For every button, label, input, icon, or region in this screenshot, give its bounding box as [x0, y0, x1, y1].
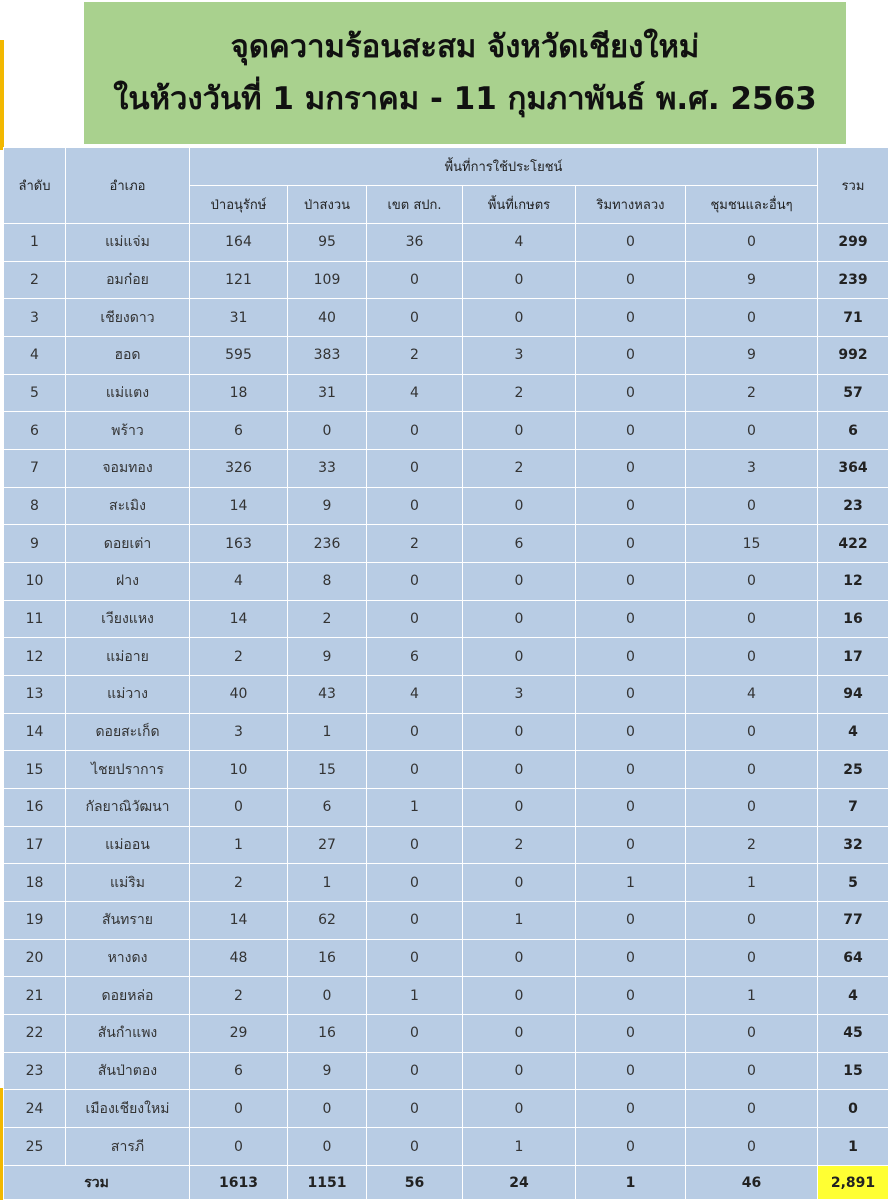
- value-cell: 0: [686, 563, 818, 601]
- value-cell: 0: [463, 638, 576, 676]
- value-cell: 4: [463, 224, 576, 262]
- value-cell: 3: [463, 676, 576, 714]
- value-cell: 2: [686, 374, 818, 412]
- value-cell: 383: [288, 337, 367, 375]
- value-cell: 31: [288, 374, 367, 412]
- table-row: [4, 864, 889, 902]
- value-cell: 1: [463, 902, 576, 940]
- footer-cell: 1151: [288, 1166, 367, 1200]
- value-cell: 0: [367, 902, 463, 940]
- district-name: เชียงดาว: [66, 299, 190, 337]
- value-cell: 0: [686, 412, 818, 450]
- row-total: 57: [818, 374, 889, 412]
- table-row: [4, 450, 889, 488]
- value-cell: 0: [576, 525, 686, 563]
- value-cell: 40: [190, 676, 288, 714]
- table-row: [4, 751, 889, 789]
- value-cell: 27: [288, 826, 367, 864]
- header-order: ลำดับ: [4, 148, 66, 224]
- district-name: แม่วาง: [66, 676, 190, 714]
- value-cell: 0: [367, 563, 463, 601]
- row-total: 64: [818, 939, 889, 977]
- value-cell: 0: [686, 638, 818, 676]
- row-number: 14: [4, 713, 66, 751]
- value-cell: 0: [686, 902, 818, 940]
- value-cell: 10: [190, 751, 288, 789]
- value-cell: 0: [367, 1052, 463, 1090]
- district-name: แม่แตง: [66, 374, 190, 412]
- district-name: สันกำแพง: [66, 1015, 190, 1053]
- value-cell: 0: [463, 487, 576, 525]
- value-cell: 326: [190, 450, 288, 488]
- row-number: 20: [4, 939, 66, 977]
- value-cell: 4: [367, 676, 463, 714]
- row-total: 7: [818, 789, 889, 827]
- value-cell: 0: [288, 1090, 367, 1128]
- district-name: สะเมิง: [66, 487, 190, 525]
- value-cell: 164: [190, 224, 288, 262]
- row-total: 299: [818, 224, 889, 262]
- table-row: [4, 789, 889, 827]
- value-cell: 4: [190, 563, 288, 601]
- value-cell: 14: [190, 487, 288, 525]
- value-cell: 0: [576, 789, 686, 827]
- value-cell: 0: [463, 977, 576, 1015]
- value-cell: 0: [463, 789, 576, 827]
- value-cell: 0: [686, 713, 818, 751]
- district-name: หางดง: [66, 939, 190, 977]
- value-cell: 6: [190, 1052, 288, 1090]
- table-row: [4, 374, 889, 412]
- value-cell: 0: [576, 563, 686, 601]
- value-cell: 109: [288, 261, 367, 299]
- row-number: 2: [4, 261, 66, 299]
- row-total: 94: [818, 676, 889, 714]
- value-cell: 0: [463, 864, 576, 902]
- value-cell: 0: [367, 826, 463, 864]
- table-row: [4, 902, 889, 940]
- table-row: [4, 487, 889, 525]
- district-name: ดอยเต่า: [66, 525, 190, 563]
- value-cell: 95: [288, 224, 367, 262]
- table-row: [4, 1015, 889, 1053]
- value-cell: 0: [576, 676, 686, 714]
- value-cell: 0: [686, 299, 818, 337]
- value-cell: 0: [576, 374, 686, 412]
- value-cell: 236: [288, 525, 367, 563]
- value-cell: 0: [686, 939, 818, 977]
- header-col: ป่าสงวน: [288, 186, 367, 224]
- value-cell: 0: [463, 1015, 576, 1053]
- table-row: [4, 299, 889, 337]
- value-cell: 0: [576, 487, 686, 525]
- value-cell: 29: [190, 1015, 288, 1053]
- hotspot-table: [3, 147, 889, 1200]
- value-cell: 0: [576, 751, 686, 789]
- value-cell: 9: [288, 1052, 367, 1090]
- header-col: ป่าอนุรักษ์: [190, 186, 288, 224]
- value-cell: 0: [576, 261, 686, 299]
- table-row: [4, 525, 889, 563]
- value-cell: 1: [686, 977, 818, 1015]
- value-cell: 0: [576, 600, 686, 638]
- district-name: อมก๋อย: [66, 261, 190, 299]
- value-cell: 0: [576, 1128, 686, 1166]
- value-cell: 0: [576, 713, 686, 751]
- table-row: [4, 563, 889, 601]
- row-number: 22: [4, 1015, 66, 1053]
- value-cell: 0: [576, 412, 686, 450]
- district-name: ฝาง: [66, 563, 190, 601]
- district-name: แม่อาย: [66, 638, 190, 676]
- value-cell: 0: [686, 600, 818, 638]
- table-row: [4, 224, 889, 262]
- district-name: ไชยปราการ: [66, 751, 190, 789]
- row-number: 10: [4, 563, 66, 601]
- value-cell: 1: [288, 713, 367, 751]
- value-cell: 0: [367, 299, 463, 337]
- value-cell: 0: [190, 789, 288, 827]
- value-cell: 0: [190, 1128, 288, 1166]
- row-total: 25: [818, 751, 889, 789]
- value-cell: 3: [686, 450, 818, 488]
- value-cell: 48: [190, 939, 288, 977]
- value-cell: 0: [576, 299, 686, 337]
- value-cell: 4: [367, 374, 463, 412]
- row-number: 4: [4, 337, 66, 375]
- title-line-1: จุดความร้อนสะสม จังหวัดเชียงใหม่: [230, 29, 700, 65]
- value-cell: 0: [576, 224, 686, 262]
- row-total: 16: [818, 600, 889, 638]
- grand-total: 2,891: [818, 1166, 889, 1200]
- row-number: 25: [4, 1128, 66, 1166]
- row-total: 239: [818, 261, 889, 299]
- row-number: 19: [4, 902, 66, 940]
- value-cell: 0: [576, 902, 686, 940]
- value-cell: 1: [190, 826, 288, 864]
- value-cell: 0: [686, 751, 818, 789]
- row-number: 17: [4, 826, 66, 864]
- row-total: 17: [818, 638, 889, 676]
- value-cell: 2: [686, 826, 818, 864]
- value-cell: 0: [367, 713, 463, 751]
- value-cell: 595: [190, 337, 288, 375]
- value-cell: 0: [686, 1015, 818, 1053]
- row-number: 12: [4, 638, 66, 676]
- value-cell: 0: [463, 600, 576, 638]
- row-total: 992: [818, 337, 889, 375]
- footer-cell: 24: [463, 1166, 576, 1200]
- value-cell: 1: [576, 864, 686, 902]
- title-line-2: ในห้วงวันที่ 1 มกราคม - 11 กุมภาพันธ์ พ.ศ. 2563: [113, 81, 817, 117]
- row-number: 3: [4, 299, 66, 337]
- value-cell: 1: [463, 1128, 576, 1166]
- row-total: 45: [818, 1015, 889, 1053]
- district-name: แม่ริม: [66, 864, 190, 902]
- row-total: 1: [818, 1128, 889, 1166]
- value-cell: 2: [463, 826, 576, 864]
- table-row: [4, 600, 889, 638]
- value-cell: 2: [190, 864, 288, 902]
- value-cell: 2: [190, 638, 288, 676]
- row-number: 1: [4, 224, 66, 262]
- row-number: 11: [4, 600, 66, 638]
- value-cell: 0: [288, 1128, 367, 1166]
- row-total: 6: [818, 412, 889, 450]
- value-cell: 6: [463, 525, 576, 563]
- row-number: 7: [4, 450, 66, 488]
- value-cell: 1: [686, 864, 818, 902]
- district-name: เวียงแหง: [66, 600, 190, 638]
- value-cell: 0: [367, 487, 463, 525]
- row-number: 9: [4, 525, 66, 563]
- value-cell: 0: [576, 450, 686, 488]
- value-cell: 0: [576, 1052, 686, 1090]
- value-cell: 14: [190, 902, 288, 940]
- table-row: [4, 412, 889, 450]
- value-cell: 33: [288, 450, 367, 488]
- header-col: ริมทางหลวง: [576, 186, 686, 224]
- district-name: สันทราย: [66, 902, 190, 940]
- value-cell: 0: [367, 1090, 463, 1128]
- value-cell: 0: [576, 337, 686, 375]
- district-name: แม่แจ่ม: [66, 224, 190, 262]
- table-row: [4, 676, 889, 714]
- district-name: สารภี: [66, 1128, 190, 1166]
- row-total: 32: [818, 826, 889, 864]
- row-total: 71: [818, 299, 889, 337]
- value-cell: 0: [463, 751, 576, 789]
- value-cell: 62: [288, 902, 367, 940]
- header-col: เขต สปก.: [367, 186, 463, 224]
- row-total: 12: [818, 563, 889, 601]
- value-cell: 0: [463, 563, 576, 601]
- value-cell: 6: [367, 638, 463, 676]
- footer-row: [4, 1166, 889, 1200]
- value-cell: 0: [367, 600, 463, 638]
- value-cell: 0: [463, 261, 576, 299]
- value-cell: 2: [463, 450, 576, 488]
- value-cell: 15: [288, 751, 367, 789]
- district-name: แม่ออน: [66, 826, 190, 864]
- value-cell: 0: [576, 638, 686, 676]
- table-row: [4, 713, 889, 751]
- value-cell: 15: [686, 525, 818, 563]
- value-cell: 0: [367, 450, 463, 488]
- district-name: สันป่าตอง: [66, 1052, 190, 1090]
- district-name: ดอยสะเก็ด: [66, 713, 190, 751]
- row-total: 5: [818, 864, 889, 902]
- value-cell: 2: [367, 525, 463, 563]
- value-cell: 0: [367, 1015, 463, 1053]
- row-total: 0: [818, 1090, 889, 1128]
- header-district: อำเภอ: [66, 148, 190, 224]
- value-cell: 0: [288, 977, 367, 1015]
- value-cell: 0: [463, 939, 576, 977]
- value-cell: 0: [576, 826, 686, 864]
- value-cell: 0: [576, 1090, 686, 1128]
- table-row: [4, 1128, 889, 1166]
- district-name: ฮอด: [66, 337, 190, 375]
- header-col: พื้นที่เกษตร: [463, 186, 576, 224]
- value-cell: 0: [367, 939, 463, 977]
- value-cell: 0: [463, 299, 576, 337]
- row-number: 18: [4, 864, 66, 902]
- row-number: 23: [4, 1052, 66, 1090]
- value-cell: 3: [190, 713, 288, 751]
- row-total: 4: [818, 977, 889, 1015]
- value-cell: 0: [367, 864, 463, 902]
- value-cell: 0: [463, 412, 576, 450]
- row-total: 364: [818, 450, 889, 488]
- value-cell: 1: [288, 864, 367, 902]
- table-body: [4, 224, 889, 1166]
- value-cell: 0: [686, 789, 818, 827]
- value-cell: 0: [463, 713, 576, 751]
- row-total: 77: [818, 902, 889, 940]
- row-total: 15: [818, 1052, 889, 1090]
- table-row: [4, 1052, 889, 1090]
- footer-cell: 1613: [190, 1166, 288, 1200]
- left-accent-bar: [0, 40, 4, 150]
- value-cell: 2: [190, 977, 288, 1015]
- value-cell: 0: [190, 1090, 288, 1128]
- value-cell: 0: [686, 224, 818, 262]
- header-total: รวม: [818, 148, 889, 224]
- table-row: [4, 261, 889, 299]
- value-cell: 16: [288, 1015, 367, 1053]
- district-name: จอมทอง: [66, 450, 190, 488]
- value-cell: 3: [463, 337, 576, 375]
- value-cell: 40: [288, 299, 367, 337]
- value-cell: 9: [288, 487, 367, 525]
- value-cell: 43: [288, 676, 367, 714]
- value-cell: 0: [576, 1015, 686, 1053]
- district-name: พร้าว: [66, 412, 190, 450]
- value-cell: 2: [367, 337, 463, 375]
- footer-label: รวม: [4, 1166, 190, 1200]
- value-cell: 8: [288, 563, 367, 601]
- value-cell: 2: [463, 374, 576, 412]
- value-cell: 16: [288, 939, 367, 977]
- row-number: 21: [4, 977, 66, 1015]
- value-cell: 1: [367, 789, 463, 827]
- value-cell: 6: [288, 789, 367, 827]
- value-cell: 121: [190, 261, 288, 299]
- value-cell: 0: [367, 751, 463, 789]
- row-number: 13: [4, 676, 66, 714]
- footer-cell: 46: [686, 1166, 818, 1200]
- row-number: 16: [4, 789, 66, 827]
- value-cell: 6: [190, 412, 288, 450]
- row-number: 5: [4, 374, 66, 412]
- row-number: 15: [4, 751, 66, 789]
- title-banner: [84, 2, 846, 144]
- district-name: ดอยหล่อ: [66, 977, 190, 1015]
- header-land-use: พื้นที่การใช้ประโยชน์: [190, 148, 818, 186]
- table-row: [4, 337, 889, 375]
- header-col: ชุมชนและอื่นๆ: [686, 186, 818, 224]
- table-row: [4, 638, 889, 676]
- table-row: [4, 826, 889, 864]
- footer-cell: 56: [367, 1166, 463, 1200]
- value-cell: 0: [463, 1090, 576, 1128]
- value-cell: 0: [367, 412, 463, 450]
- value-cell: 1: [367, 977, 463, 1015]
- district-name: กัลยาณิวัฒนา: [66, 789, 190, 827]
- row-total: 23: [818, 487, 889, 525]
- value-cell: 0: [576, 939, 686, 977]
- row-total: 422: [818, 525, 889, 563]
- value-cell: 9: [686, 261, 818, 299]
- value-cell: 0: [686, 1090, 818, 1128]
- value-cell: 18: [190, 374, 288, 412]
- value-cell: 0: [576, 977, 686, 1015]
- row-number: 24: [4, 1090, 66, 1128]
- value-cell: 2: [288, 600, 367, 638]
- row-total: 4: [818, 713, 889, 751]
- value-cell: 14: [190, 600, 288, 638]
- table-row: [4, 977, 889, 1015]
- row-number: 6: [4, 412, 66, 450]
- value-cell: 31: [190, 299, 288, 337]
- value-cell: 9: [686, 337, 818, 375]
- footer-cell: 1: [576, 1166, 686, 1200]
- value-cell: 0: [686, 1052, 818, 1090]
- value-cell: 0: [463, 1052, 576, 1090]
- value-cell: 0: [367, 261, 463, 299]
- table-row: [4, 1090, 889, 1128]
- value-cell: 36: [367, 224, 463, 262]
- district-name: เมืองเชียงใหม่: [66, 1090, 190, 1128]
- value-cell: 4: [686, 676, 818, 714]
- table-row: [4, 939, 889, 977]
- value-cell: 9: [288, 638, 367, 676]
- value-cell: 0: [686, 1128, 818, 1166]
- value-cell: 0: [288, 412, 367, 450]
- value-cell: 0: [367, 1128, 463, 1166]
- value-cell: 163: [190, 525, 288, 563]
- row-number: 8: [4, 487, 66, 525]
- value-cell: 0: [686, 487, 818, 525]
